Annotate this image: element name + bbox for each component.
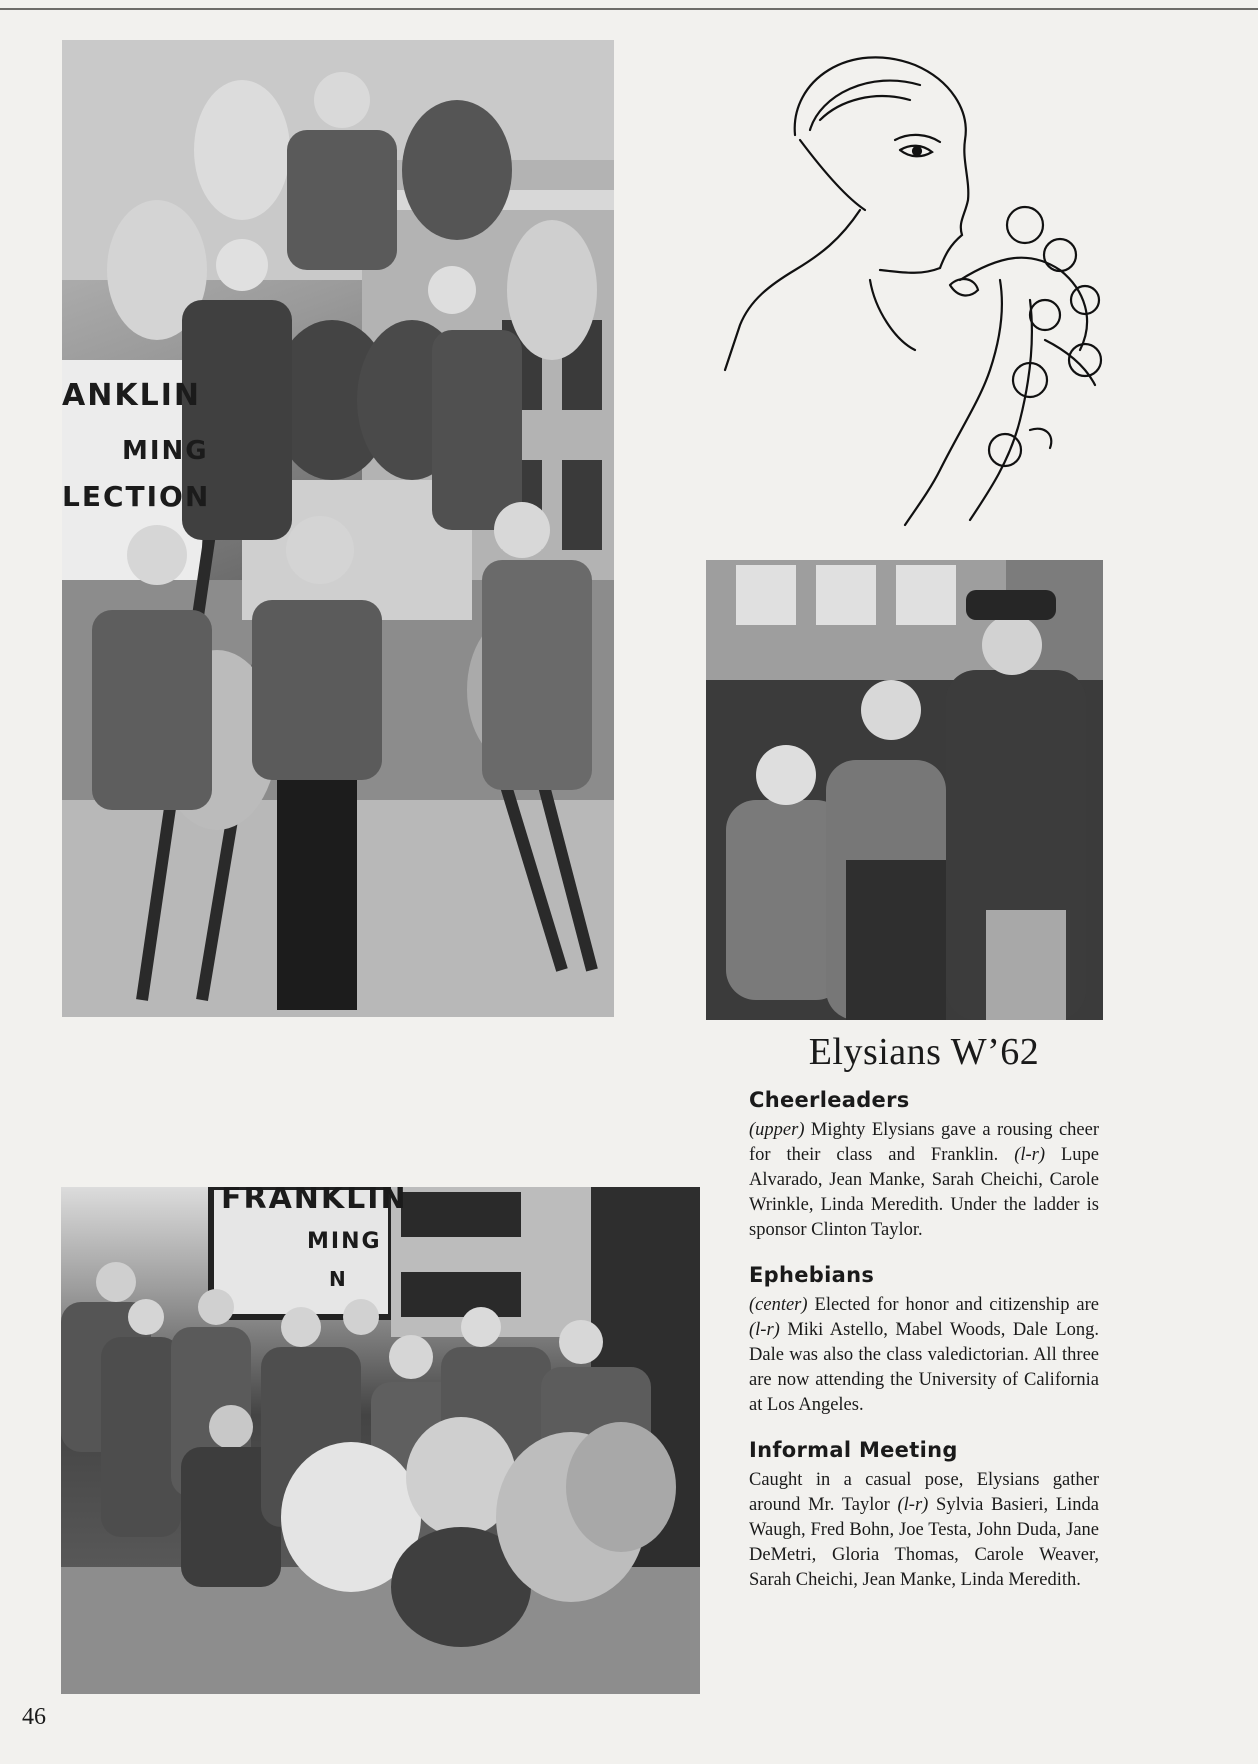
sign-line: LECTION <box>62 480 211 513</box>
sign-line: N <box>329 1267 348 1291</box>
section-body <box>749 1468 1099 1593</box>
section-body-text: Elected for honor and citizenship are <box>807 1295 1099 1315</box>
sign-line: MING <box>122 436 209 466</box>
section-body <box>749 1293 1099 1418</box>
photo-cheerleaders <box>62 40 614 1017</box>
photo-informal-meeting <box>61 1187 700 1694</box>
photo-cheerleaders-illustration <box>62 40 614 1017</box>
photo-ephebians <box>706 560 1103 1020</box>
section-heading: Cheerleaders <box>749 1088 910 1112</box>
photo-ephebians-illustration <box>706 560 1103 1020</box>
section-body-text: Miki Astello, Mabel Woods, Dale Long. Dale was also the class valedictorian. All three are now attending the University of California at Los Angeles. <box>749 1320 1099 1415</box>
section-body-italic: (upper) <box>749 1120 805 1140</box>
caption-column <box>749 1030 1099 1613</box>
section-body-italic: (center) <box>749 1295 808 1315</box>
section-body-text: Mighty Elysians gave a rousing cheer for their class and Franklin. <box>749 1120 1099 1165</box>
section-heading: Ephebians <box>749 1263 875 1287</box>
page-number: 46 <box>22 1704 46 1730</box>
photo-informal-meeting-illustration <box>61 1187 700 1694</box>
page-title: Elysians W’62 <box>808 1031 1040 1073</box>
section-body-italic: (l-r) <box>897 1495 929 1515</box>
section-body-italic: (l-r) <box>1014 1145 1046 1165</box>
section-body-text: Caught in a casual pose, Elysians gather around Mr. Taylor <box>749 1470 1099 1515</box>
sketch-girl-with-flowers <box>700 40 1120 540</box>
sign-line: FRANKLIN <box>221 1187 408 1216</box>
section-heading: Informal Meeting <box>749 1438 958 1462</box>
section-body-text: Lupe Alvarado, Jean Manke, Sarah Cheichi, Carole Wrinkle, Linda Meredith. Under the ladder is sponsor Clinton Taylor. <box>749 1145 1099 1240</box>
section-body-text: Sylvia Basieri, Linda Waugh, Fred Bohn, Joe Testa, John Duda, Jane DeMetri, Gloria Thomas, Carole Weaver, Sarah Cheichi, Jean Manke, Linda Meredith. <box>749 1495 1099 1590</box>
section-body-italic: (l-r) <box>749 1320 780 1340</box>
sign-line: ANKLIN <box>62 378 201 413</box>
section-body <box>749 1118 1099 1243</box>
sign-line: MING <box>307 1229 382 1254</box>
top-rule <box>0 8 1258 10</box>
caption-sections <box>749 1088 1099 1593</box>
